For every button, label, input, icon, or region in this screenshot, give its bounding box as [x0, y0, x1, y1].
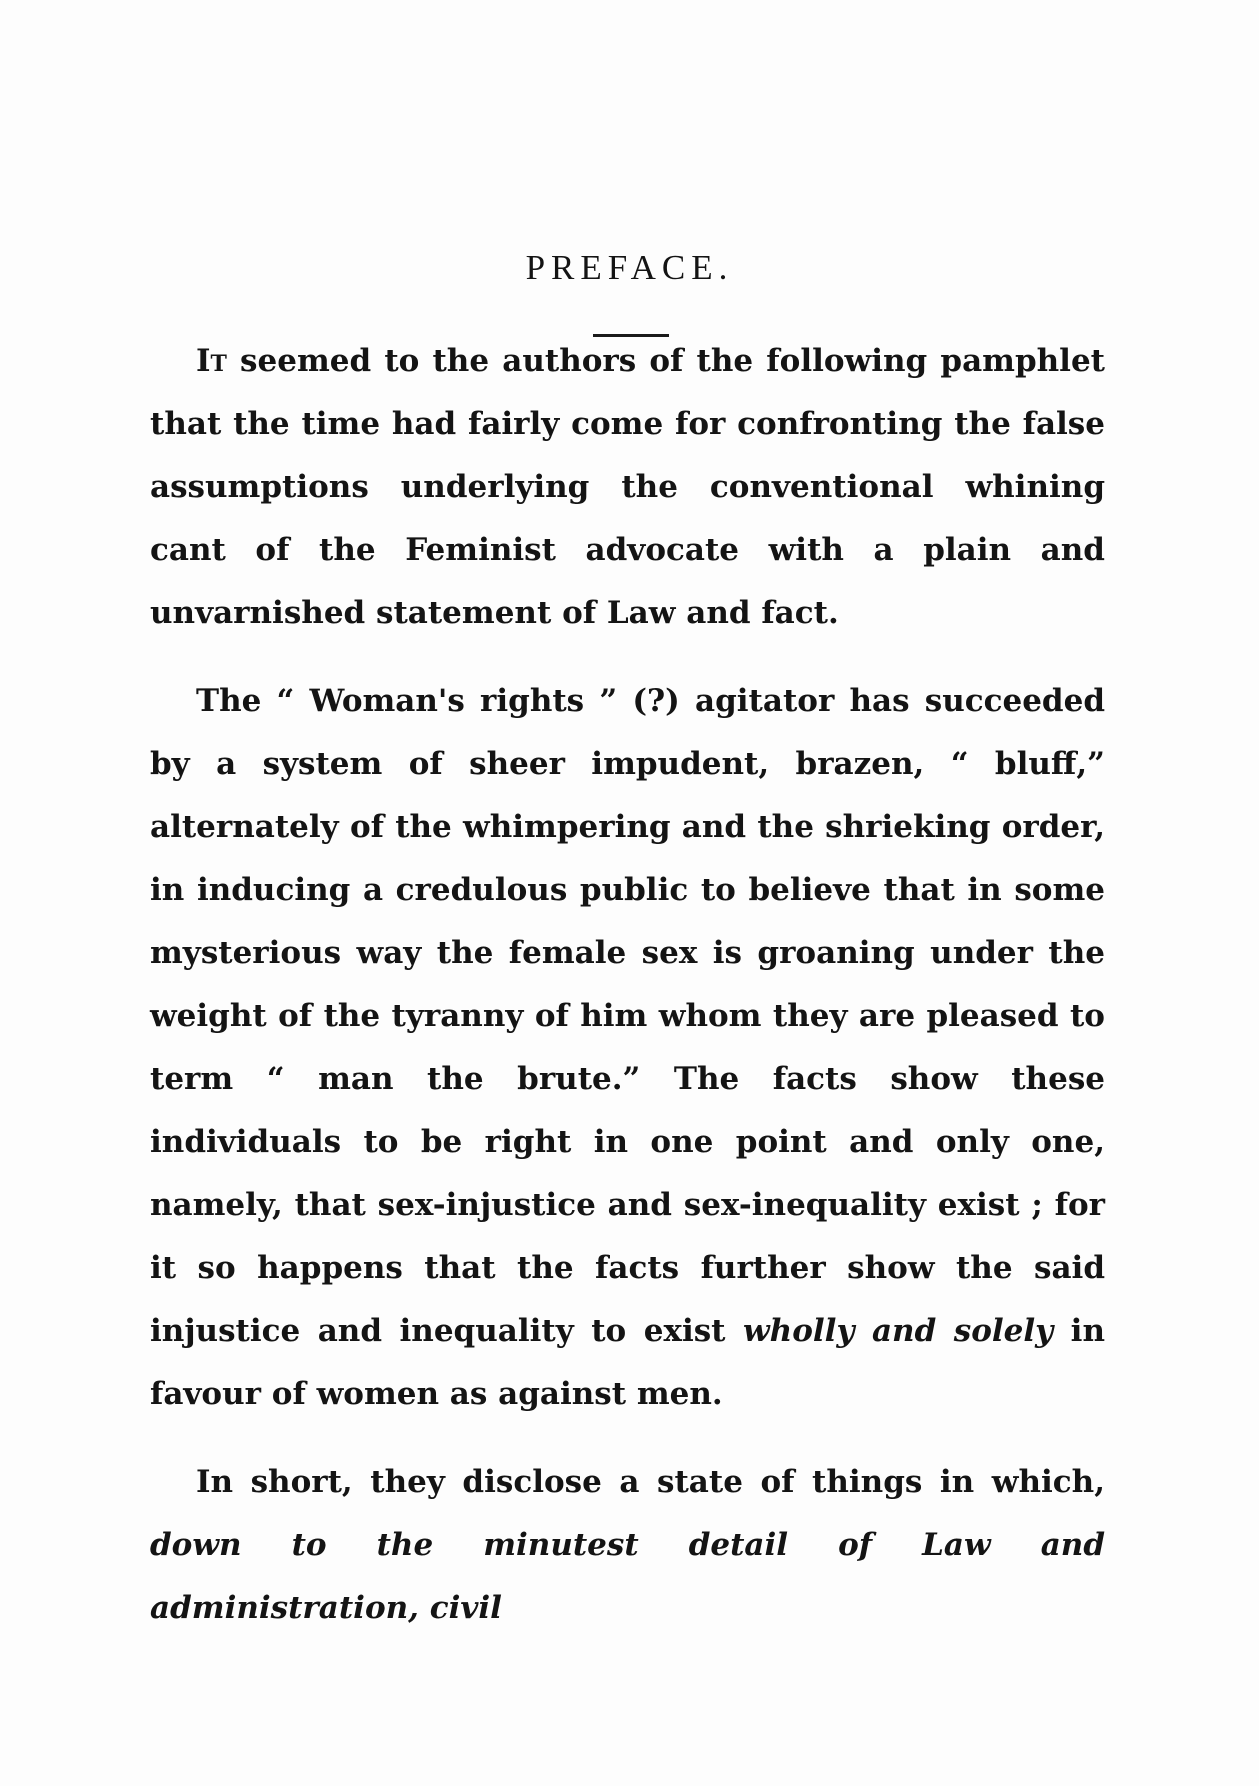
paragraph-1-text: seemed to the authors of the following pamphlet that the time had fairly come for confronting the false assumptions underlying the conventional whining cant of the Feminist advocate with a plain and unvarnished statement of Law and fact. — [150, 343, 1105, 631]
paragraph-1-opening: It — [196, 343, 227, 379]
page-title: PREFACE. — [525, 248, 734, 287]
paragraph-2-text-a: The “ Woman's rights ” (?) agitator has succeeded by a system of sheer impudent, brazen, “ bluff,” alternately of the whimpering and the shrieking order, in inducing a credulous public to believe that in some mysterious way the female sex is groaning under the weight of the tyranny of him whom they are pleased to term “ man the brute.” The facts show these individuals to be right in one point and only one, namely, that sex-injustice and sex-inequality exist ; for it so happens that the facts further show the said injustice and inequality to exist — [150, 683, 1105, 1349]
body-text — [150, 330, 1105, 1640]
paragraph-3-text: In short, they disclose a state of things in which, — [196, 1464, 1105, 1500]
paragraph-2-emphasis: wholly and solely — [743, 1313, 1054, 1349]
paragraph-3-emphasis: down to the minutest detail of Law and administration, civil — [150, 1527, 1105, 1626]
paragraph-1 — [150, 330, 1105, 645]
paragraph-2 — [150, 670, 1105, 1426]
paragraph-2-text-b: in favour of women as against men. — [150, 1313, 1106, 1412]
paragraph-3 — [150, 1451, 1105, 1640]
